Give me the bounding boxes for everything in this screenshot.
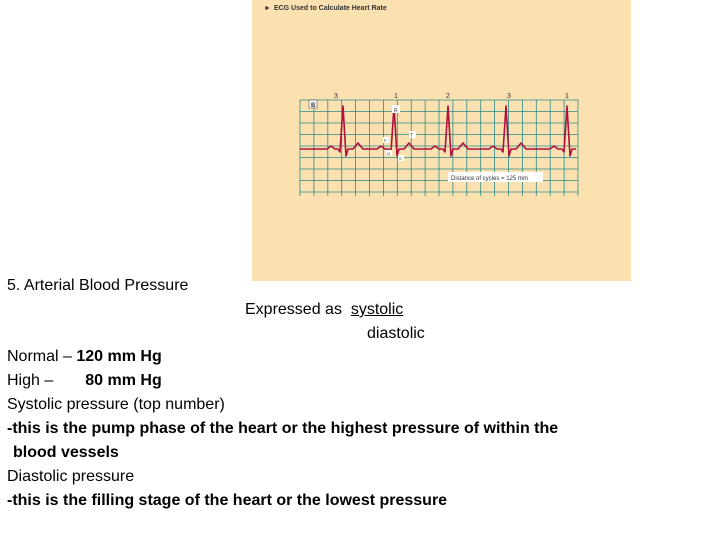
play-arrow-icon: ► (264, 5, 271, 12)
ecg-top-label: 1 (394, 93, 398, 100)
ecg-label-p: P (384, 138, 387, 143)
expressed-as-label: Expressed as (245, 301, 342, 318)
systolic-description-cont: blood vessels (13, 444, 119, 461)
section-heading: 5. Arterial Blood Pressure (7, 277, 189, 294)
ecg-figure (252, 0, 631, 281)
spacer (342, 301, 351, 318)
systolic-term: systolic (350, 301, 404, 318)
diastolic-description: -this is the filling stage of the heart or the lowest pressure (7, 492, 448, 509)
ecg-annotation: Distance of cycles = 125 mm (451, 176, 528, 182)
expressed-as-line (245, 300, 403, 319)
high-value: 80 mm Hg (85, 372, 162, 389)
ecg-label-s: S (399, 156, 402, 161)
ecg-strip (252, 0, 631, 281)
high-label: High – (7, 372, 54, 389)
diastolic-term: diastolic (367, 325, 425, 342)
ecg-label-q: Q (387, 151, 391, 156)
normal-line (7, 347, 162, 366)
normal-label: Normal – (7, 348, 77, 365)
ecg-top-label: 2 (446, 93, 450, 100)
high-line (7, 371, 162, 390)
systolic-description: -this is the pump phase of the heart or the highest pressure of within the (7, 420, 559, 437)
ecg-top-label: 3 (507, 93, 511, 100)
ecg-title-text: ECG Used to Calculate Heart Rate (273, 5, 387, 12)
ecg-top-label: 1 (565, 93, 569, 100)
ecg-label-t: T (410, 133, 414, 139)
normal-value: 120 mm Hg (76, 348, 162, 365)
systolic-heading: Systolic pressure (top number) (7, 396, 225, 413)
ecg-corner-label: B (311, 103, 316, 109)
diastolic-heading: Diastolic pressure (7, 468, 135, 485)
ecg-top-label: 3 (334, 93, 338, 100)
ecg-label-r: R (394, 108, 398, 114)
